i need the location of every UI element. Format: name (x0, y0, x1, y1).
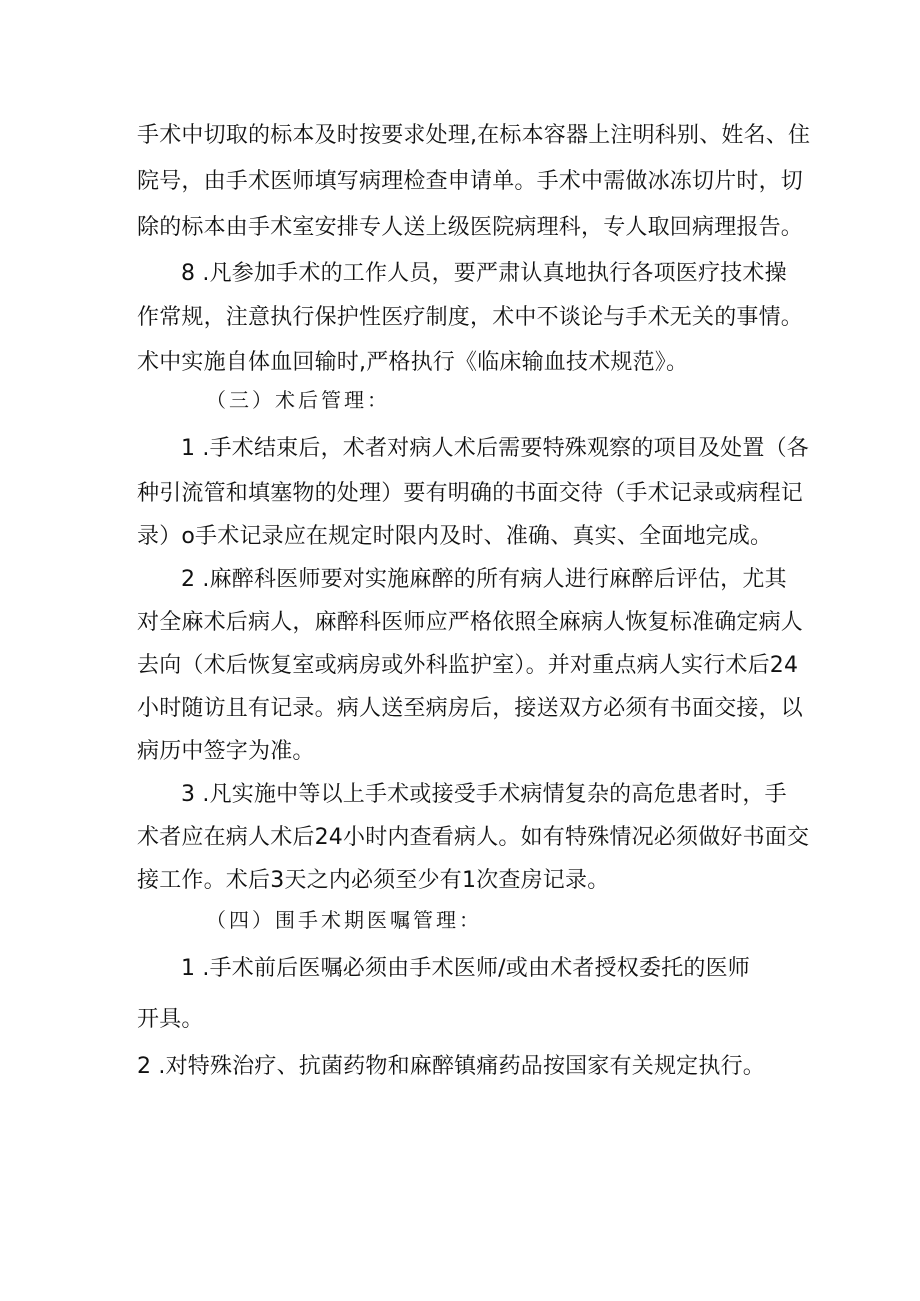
text-line-21: 开具。 (137, 1007, 204, 1032)
text-line-1: 手术中切取的标本及时按要求处理,在标本容器上注明科别、姓名、住 (137, 123, 811, 148)
text-line-3: 除的标本由手术室安排专人送上级医院病理科，专人取回病理报告。 (137, 215, 804, 240)
text-line-12: 对全麻术后病人，麻醉科医师应严格依照全麻病人恢复标准确定病人 (137, 610, 804, 635)
section-heading-3: （三）术后管理： (206, 388, 390, 412)
text-line-6: 术中实施自体血回输时,严格执行《临床输血技术规范》。 (137, 350, 689, 375)
text-line-5: 作常规，注意执行保护性医疗制度，术中不谈论与手术无关的事情。 (137, 305, 804, 330)
text-line-4: 8 .凡参加手术的工作人员，要严肃认真地执行各项医疗技术操 (181, 261, 787, 286)
text-line-17: 术者应在病人术后24小时内查看病人。如有特殊情况必须做好书面交 (137, 825, 810, 850)
text-line-11: 2 .麻醉科医师要对实施麻醉的所有病人进行麻醉后评估，尤其 (181, 567, 787, 592)
text-line-10: 录）o手术记录应在规定时限内及时、准确、真实、全面地完成。 (137, 524, 773, 549)
text-line-13: 去向（术后恢复室或病房或外科监护室）。并对重点病人实行术后24 (137, 653, 799, 678)
text-line-8: 1 .手术结束后，术者对病人术后需要特殊观察的项目及处置（各 (181, 436, 809, 461)
text-line-20: 1 .手术前后医嘱必须由手术医师/或由术者授权委托的医师 (181, 956, 750, 981)
text-line-16: 3 .凡实施中等以上手术或接受手术病情复杂的高危患者时，手 (181, 782, 787, 807)
text-line-14: 小时随访且有记录。病人送至病房后，接送双方必须有书面交接，以 (137, 696, 804, 721)
text-line-22: 2 .对特殊治疗、抗菌药物和麻醉镇痛药品按国家有关规定执行。 (137, 1054, 765, 1079)
text-line-18: 接工作。术后3天之内必须至少有1次查房记录。 (137, 868, 610, 893)
text-line-2: 院号，由手术医师填写病理检查申请单。手术中需做冰冻切片时，切 (137, 169, 804, 194)
text-line-15: 病历中签字为准。 (137, 739, 315, 764)
section-heading-4: （四）围手术期医嘱管理： (206, 908, 482, 932)
text-line-9: 种引流管和填塞物的处理）要有明确的书面交待（手术记录或病程记 (137, 481, 804, 506)
